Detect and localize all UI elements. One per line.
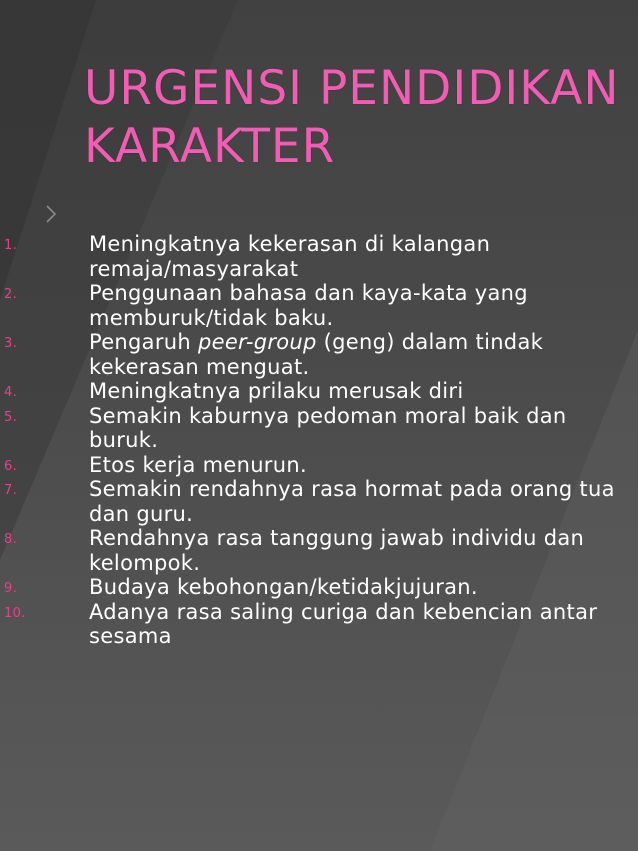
list-item-number: 9.: [4, 581, 18, 596]
list-item: [0, 575, 638, 600]
list-item-text: Semakin kaburnya pedoman moral baik dan buruk.: [89, 403, 567, 452]
numbered-list: [0, 232, 638, 649]
list-item-number: 2.: [4, 287, 18, 302]
chevron-right-icon: [46, 205, 56, 223]
list-item-number: 1.: [4, 238, 18, 253]
list-item: [0, 600, 638, 649]
list-item-number: 6.: [4, 458, 18, 474]
list-item: [0, 477, 638, 526]
list-item-text-part: Pengaruh: [89, 330, 198, 354]
list-item-text: [89, 330, 618, 379]
list-item-text-emphasis: peer-group: [197, 330, 317, 354]
list-item-number: 3.: [4, 336, 18, 351]
list-item-number: 4.: [4, 385, 18, 400]
slide-title-line-2: KARAKTER: [84, 119, 336, 174]
slide-title-line-1: URGENSI PENDIDIKAN: [84, 61, 620, 116]
list-item-text-part: (geng) dalam tindak kekerasan menguat.: [89, 330, 544, 379]
list-item: [0, 281, 638, 330]
list-item: [0, 232, 638, 281]
list-item: [0, 379, 638, 404]
list-item-text: Etos kerja menurun.: [89, 452, 307, 477]
list-item-number: 7.: [4, 483, 18, 498]
list-item-text: Penggunaan bahasa dan kaya-kata yang memburuk/tidak baku.: [89, 281, 528, 330]
list-item-number: 10.: [4, 605, 26, 621]
list-item-text: Adanya rasa saling curiga dan kebencian antar sesama: [89, 599, 598, 648]
list-item-text: Budaya kebohongan/ketidakjujuran.: [89, 575, 478, 599]
list-item: [0, 404, 638, 453]
list-item-text: Meningkatnya prilaku merusak diri: [89, 379, 464, 403]
list-item: [0, 453, 638, 478]
list-item-number: 5.: [4, 409, 18, 425]
list-item-text: Rendahnya rasa tanggung jawab individu dan kelompok.: [89, 526, 585, 575]
list-item: [0, 330, 638, 379]
slide-title: [84, 60, 624, 176]
list-item-text: Semakin rendahnya rasa hormat pada orang tua dan guru.: [89, 477, 615, 526]
list-item-number: 8.: [4, 532, 18, 547]
list-item: [0, 526, 638, 575]
list-item-text: Meningkatnya kekerasan di kalangan remaja/masyarakat: [89, 232, 491, 281]
